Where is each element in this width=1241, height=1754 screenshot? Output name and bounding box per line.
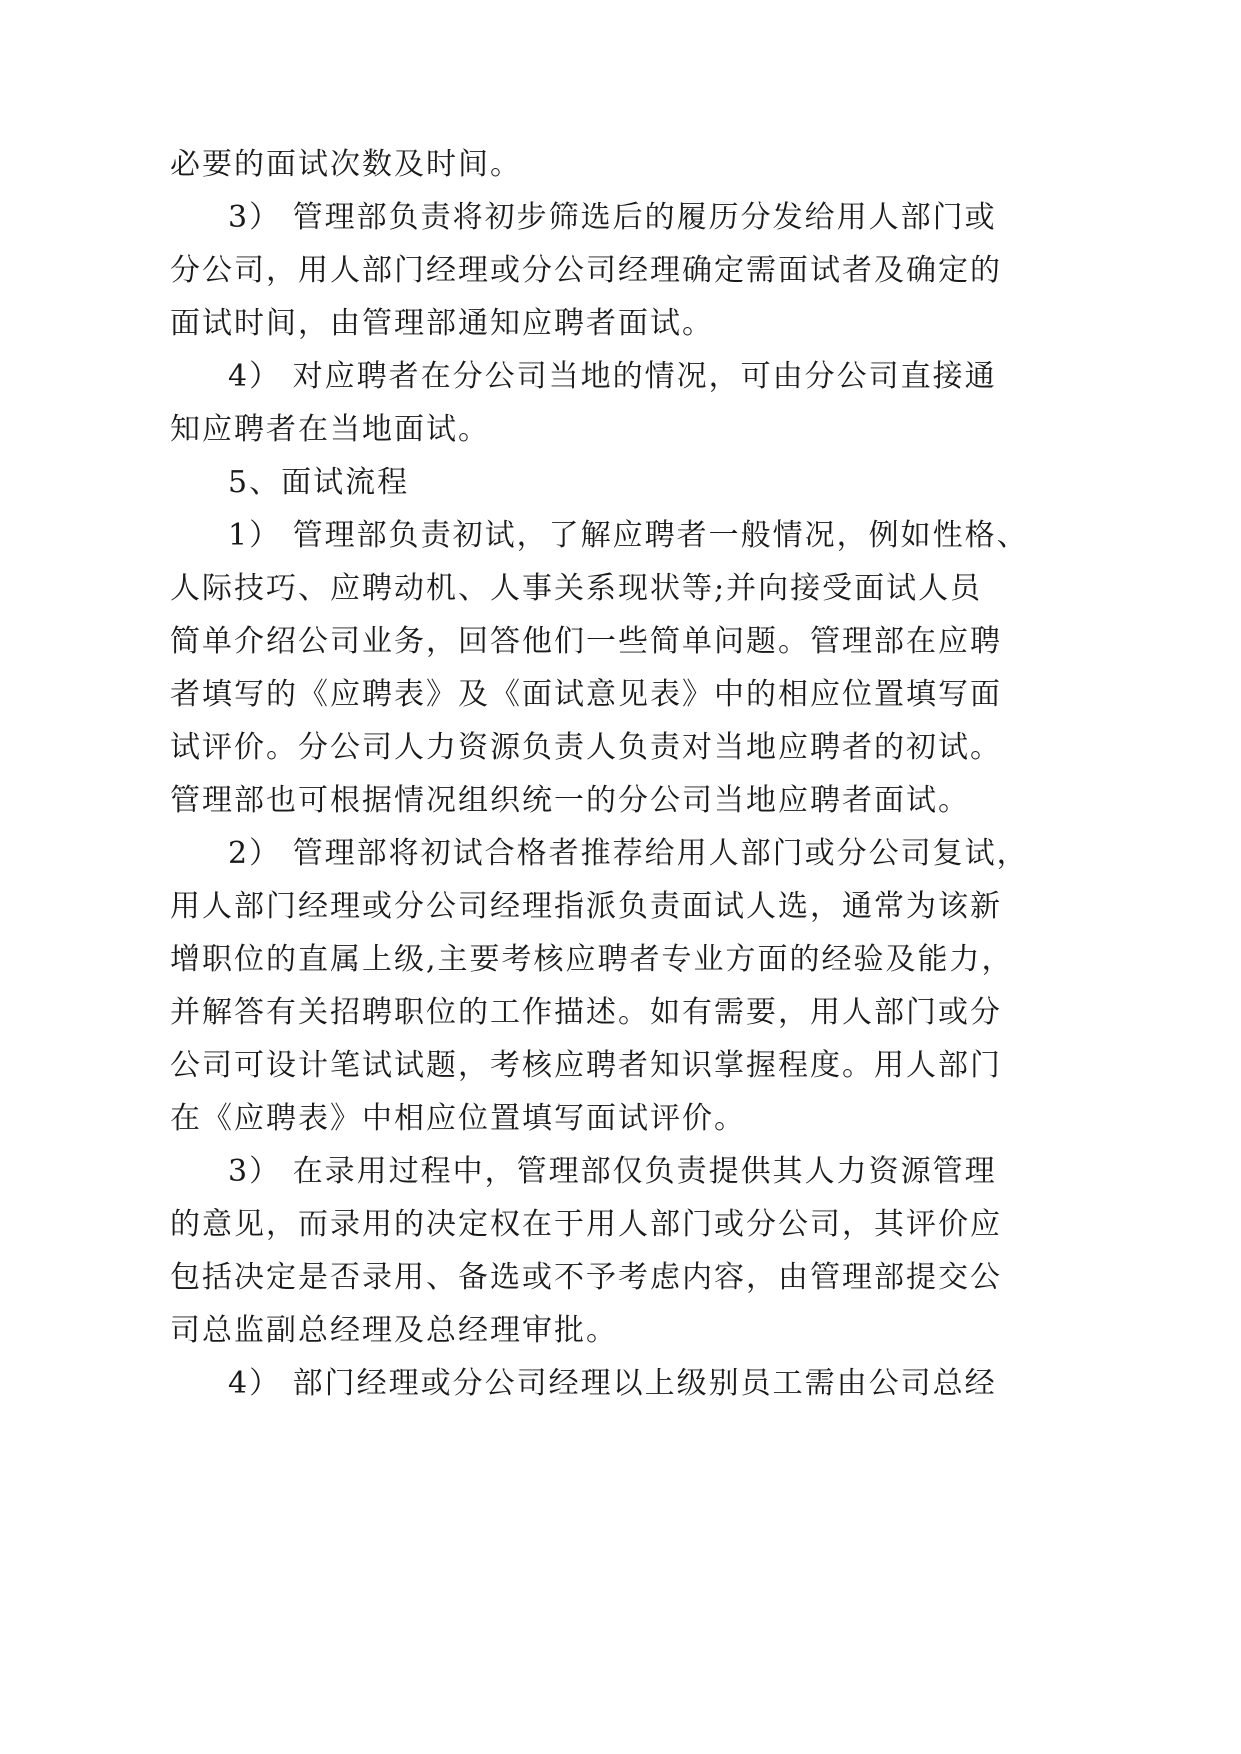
text-line xyxy=(0,1143,1241,1201)
line-text: 面试时间，由管理部通知应聘者面试。 xyxy=(170,306,714,341)
text-line xyxy=(0,136,1241,194)
text-line xyxy=(0,719,1241,777)
line-text: 简单介绍公司业务，回答他们一些简单问题。管理部在应聘 xyxy=(170,624,1002,659)
line-text: 试评价。分公司人力资源负责人负责对当地应聘者的初试。 xyxy=(170,730,1002,765)
text-line xyxy=(0,931,1241,989)
line-text: 并解答有关招聘职位的工作描述。如有需要，用人部门或分 xyxy=(170,995,1002,1030)
text-line xyxy=(0,401,1241,459)
text-line xyxy=(0,772,1241,830)
line-text: 分公司，用人部门经理或分公司经理确定需面试者及确定的 xyxy=(170,253,1002,288)
text-line xyxy=(0,984,1241,1042)
text-line xyxy=(0,1090,1241,1148)
section-heading xyxy=(0,454,1241,512)
text-line xyxy=(0,613,1241,671)
line-text: 用人部门经理或分公司经理指派负责面试人选，通常为该新 xyxy=(170,889,1002,924)
line-text: 增职位的直属上级,主要考核应聘者专业方面的经验及能力， xyxy=(170,942,1014,977)
line-text: 4） 部门经理或分公司经理以上级别员工需由公司总经 xyxy=(228,1366,997,1401)
line-text: 管理部也可根据情况组织统一的分公司当地应聘者面试。 xyxy=(170,783,970,818)
line-text: 4） 对应聘者在分公司当地的情况，可由分公司直接通 xyxy=(228,359,997,394)
line-text: 公司可设计笔试试题，考核应聘者知识掌握程度。用人部门 xyxy=(170,1048,1002,1083)
line-text: 司总监副总经理及总经理审批。 xyxy=(170,1313,618,1348)
line-text: 人际技巧、应聘动机、人事关系现状等;并向接受面试人员 xyxy=(170,571,983,606)
text-line xyxy=(0,295,1241,353)
line-text: 3） 在录用过程中，管理部仅负责提供其人力资源管理 xyxy=(228,1154,997,1189)
line-text: 1） 管理部负责初试，了解应聘者一般情况，例如性格、 xyxy=(228,518,1029,553)
text-line xyxy=(0,1355,1241,1413)
text-line xyxy=(0,1037,1241,1095)
text-line xyxy=(0,242,1241,300)
line-text: 5、面试流程 xyxy=(228,465,410,500)
line-text: 在《应聘表》中相应位置填写面试评价。 xyxy=(170,1101,746,1136)
text-line xyxy=(0,825,1241,883)
line-text: 2） 管理部将初试合格者推荐给用人部门或分公司复试， xyxy=(228,836,1029,871)
line-text: 知应聘者在当地面试。 xyxy=(170,412,490,447)
text-line xyxy=(0,1302,1241,1360)
text-line xyxy=(0,878,1241,936)
text-line xyxy=(0,666,1241,724)
text-line xyxy=(0,1196,1241,1254)
line-text: 的意见，而录用的决定权在于用人部门或分公司，其评价应 xyxy=(170,1207,1002,1242)
line-text: 包括决定是否录用、备选或不予考虑内容，由管理部提交公 xyxy=(170,1260,1002,1295)
text-line xyxy=(0,1249,1241,1307)
line-text: 必要的面试次数及时间。 xyxy=(170,147,522,182)
line-text: 者填写的《应聘表》及《面试意见表》中的相应位置填写面 xyxy=(170,677,1002,712)
text-line xyxy=(0,560,1241,618)
text-line xyxy=(0,189,1241,247)
text-line xyxy=(0,507,1241,565)
line-text: 3） 管理部负责将初步筛选后的履历分发给用人部门或 xyxy=(228,200,997,235)
text-line xyxy=(0,348,1241,406)
